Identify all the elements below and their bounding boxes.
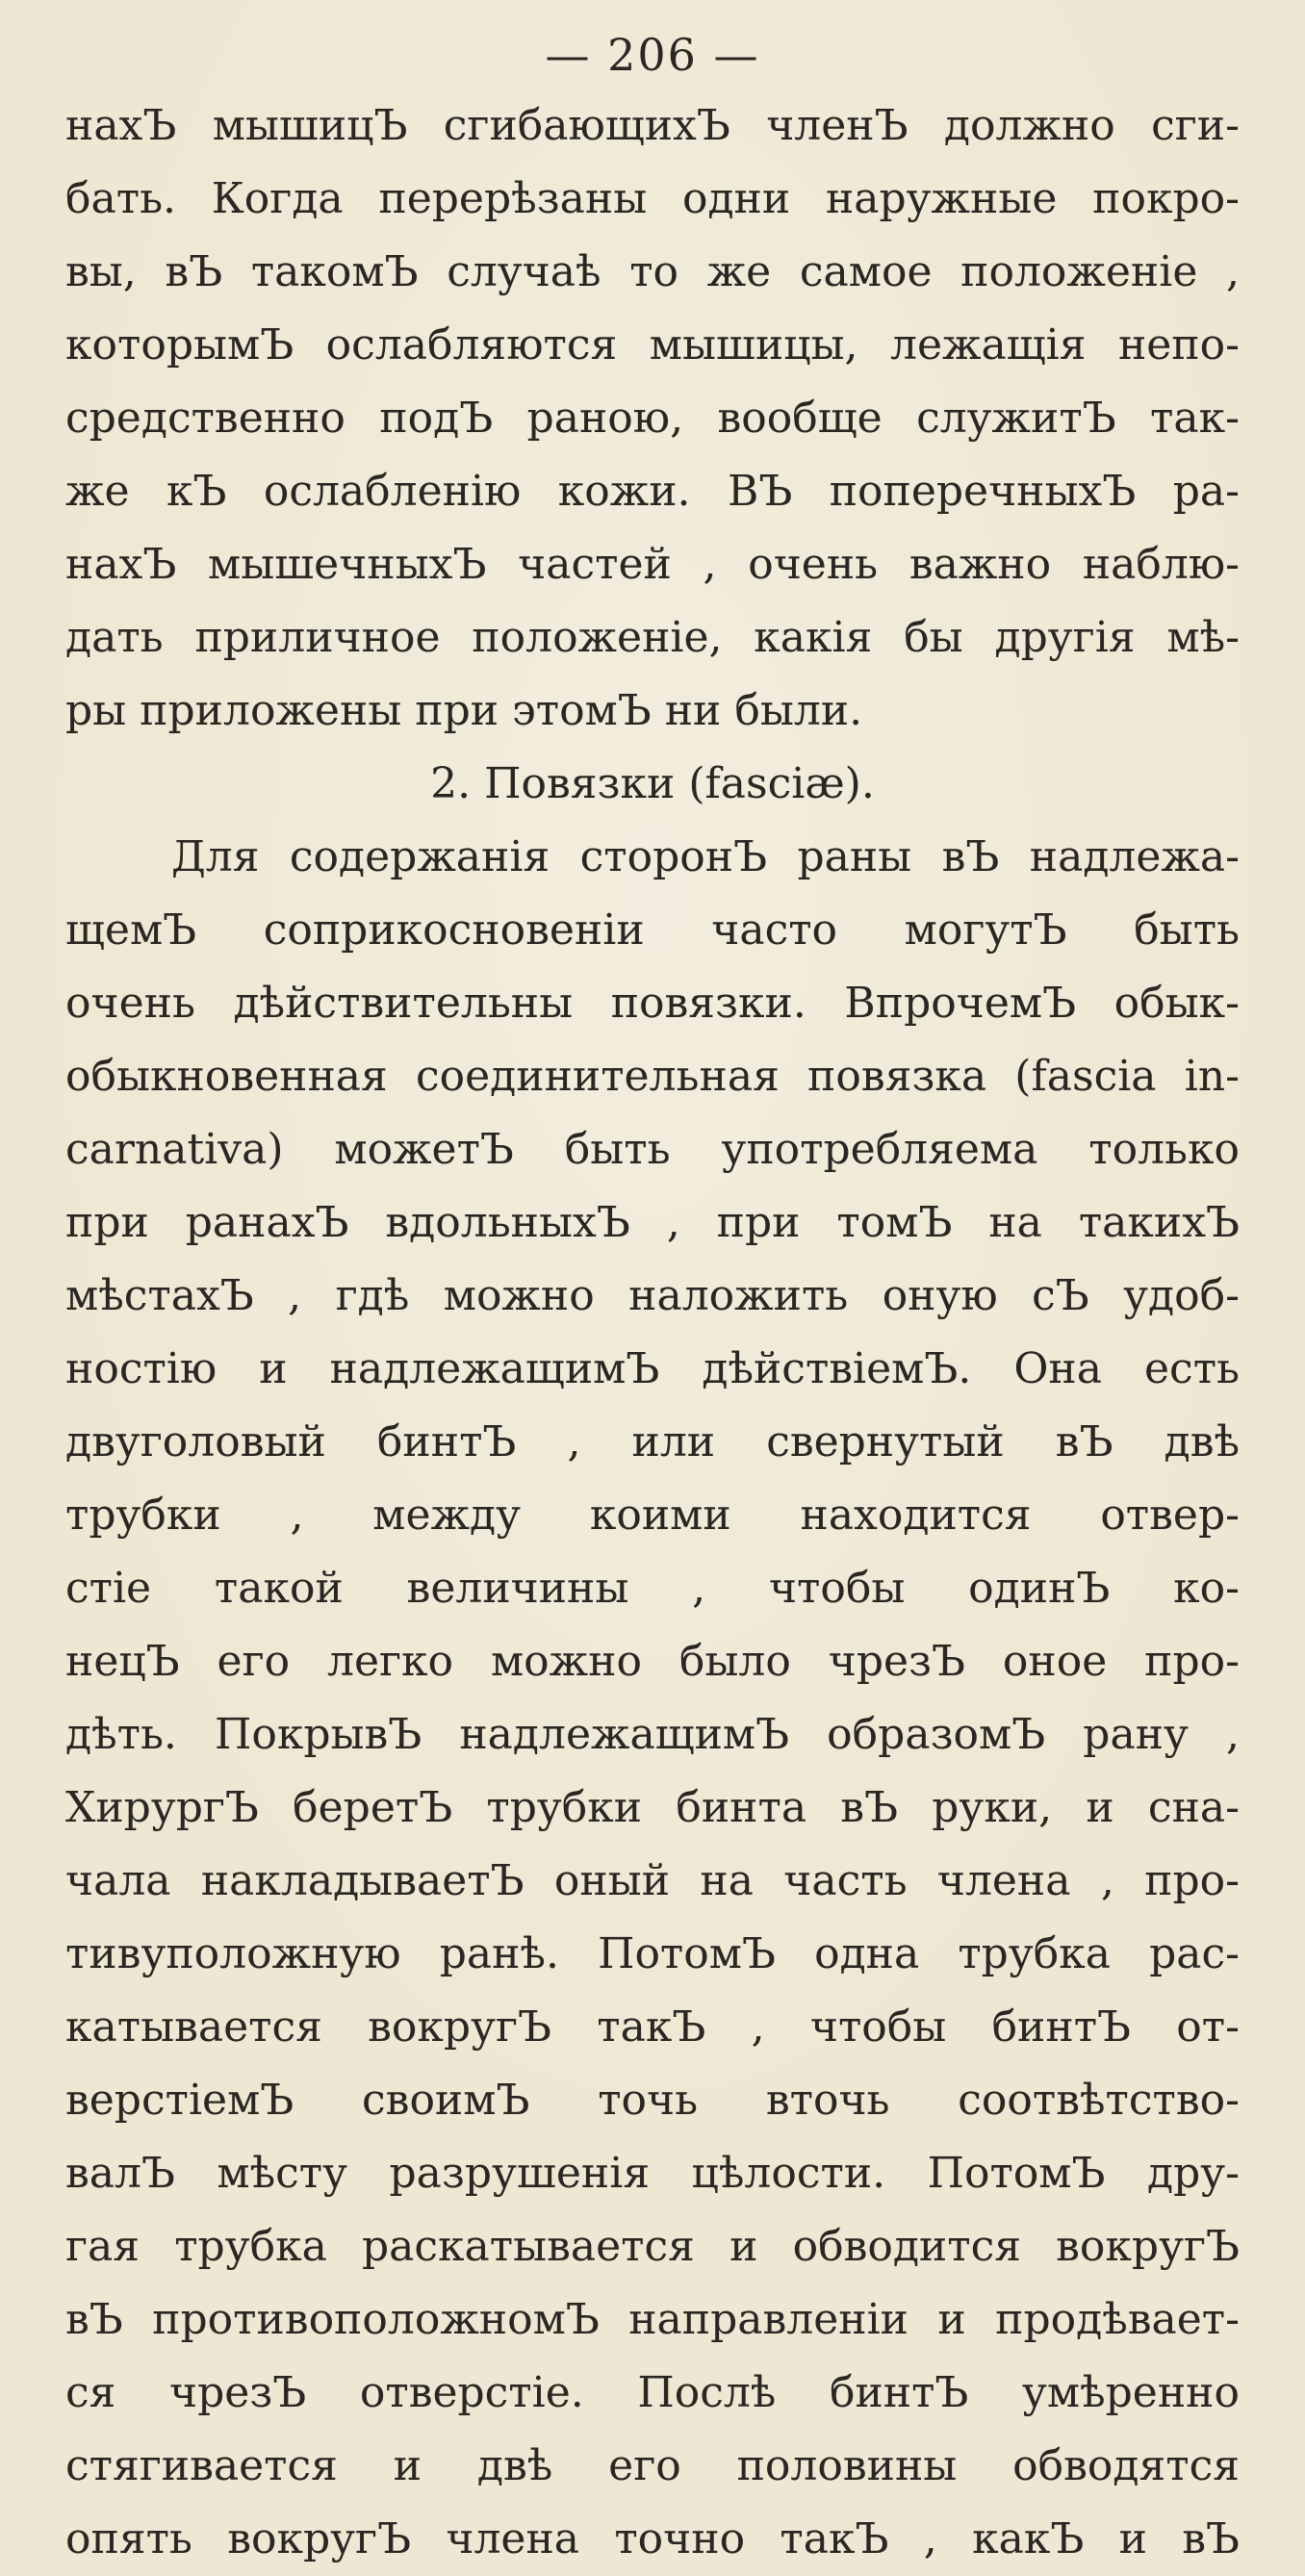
text-line: нахЪ мышицЪ сгибающихЪ членЪ должно сги- bbox=[65, 101, 1240, 150]
text-line: очень дѣйствительны повязки. ВпрочемЪ обык- bbox=[65, 979, 1240, 1028]
text-line: ностію и надлежащимЪ дѣйствіемЪ. Она есть bbox=[65, 1344, 1240, 1393]
section-heading: 2. Повязки (fasciæ). bbox=[430, 759, 875, 808]
text-line: чала накладываетЪ оный на часть члена , про- bbox=[65, 1856, 1240, 1905]
text-line: обыкновенная соединительная повязка (fascia in- bbox=[65, 1052, 1240, 1101]
text-line: стягивается и двѣ его половины обводятся bbox=[65, 2441, 1240, 2490]
text-line: дать приличное положеніе, какія бы другія мѣ- bbox=[65, 613, 1240, 662]
text-line: средственно подЪ раною, вообще служитЪ так- bbox=[65, 394, 1240, 443]
text-line: бать. Когда перерѣзаны одни наружные покро- bbox=[65, 174, 1240, 223]
text-line: вЪ противоположномЪ направленіи и продѣвает- bbox=[65, 2295, 1240, 2344]
body-text bbox=[65, 89, 1240, 2576]
text-line: двуголовый бинтЪ , или свернутый вЪ двѣ bbox=[65, 1417, 1240, 1467]
text-line: же кЪ ослабленію кожи. ВЪ поперечныхЪ ра- bbox=[65, 467, 1240, 516]
text-line: дѣть. ПокрывЪ надлежащимЪ образомЪ рану , bbox=[65, 1710, 1240, 1759]
text-line: при ранахЪ вдольныхЪ , при томЪ на такихЪ bbox=[65, 1198, 1240, 1247]
text-line: тивуположную ранѣ. ПотомЪ одна трубка рас- bbox=[65, 1929, 1240, 1978]
page-number-header: — 206 — bbox=[545, 29, 760, 81]
text-line: которымЪ ослабляются мышицы, лежащія непо- bbox=[65, 320, 1240, 370]
text-line: нахЪ мышечныхЪ частей , очень важно наблю- bbox=[65, 540, 1240, 589]
text-line: нецЪ его легко можно было чрезЪ оное про- bbox=[65, 1637, 1240, 1686]
text-line: ХирургЪ беретЪ трубки бинта вЪ руки, и сна- bbox=[65, 1783, 1240, 1832]
text-line: трубки , между коими находится отвер- bbox=[65, 1491, 1240, 1540]
text-line: верстіемЪ своимЪ точь вточь соотвѣтство- bbox=[65, 2076, 1240, 2125]
text-line: мѣстахЪ , гдѣ можно наложить оную сЪ удоб- bbox=[65, 1271, 1240, 1320]
text-line: ры приложены при этомЪ ни были. bbox=[65, 686, 863, 735]
text-line: вы, вЪ такомЪ случаѣ то же самое положеніе , bbox=[65, 247, 1240, 296]
text-line: валЪ мѣсту разрушенія цѣлости. ПотомЪ дру- bbox=[65, 2149, 1240, 2198]
text-line: стіе такой величины , чтобы одинЪ ко- bbox=[65, 1564, 1240, 1613]
paragraph-first-line: Для содержанія сторонЪ раны вЪ надлежа- bbox=[171, 832, 1240, 881]
text-line: катывается вокругЪ такЪ , чтобы бинтЪ от- bbox=[65, 2002, 1240, 2052]
text-line: ся чрезЪ отверстіе. Послѣ бинтЪ умѣренно bbox=[65, 2368, 1240, 2417]
text-line: щемЪ соприкосновеніи часто могутЪ быть bbox=[65, 905, 1240, 955]
text-line: carnativa) можетЪ быть употребляема только bbox=[65, 1125, 1240, 1174]
text-line: гая трубка раскатывается и обводится вокругЪ bbox=[65, 2222, 1240, 2271]
text-line: опять вокругЪ члена точно такЪ , какЪ и вЪ bbox=[65, 2514, 1240, 2563]
